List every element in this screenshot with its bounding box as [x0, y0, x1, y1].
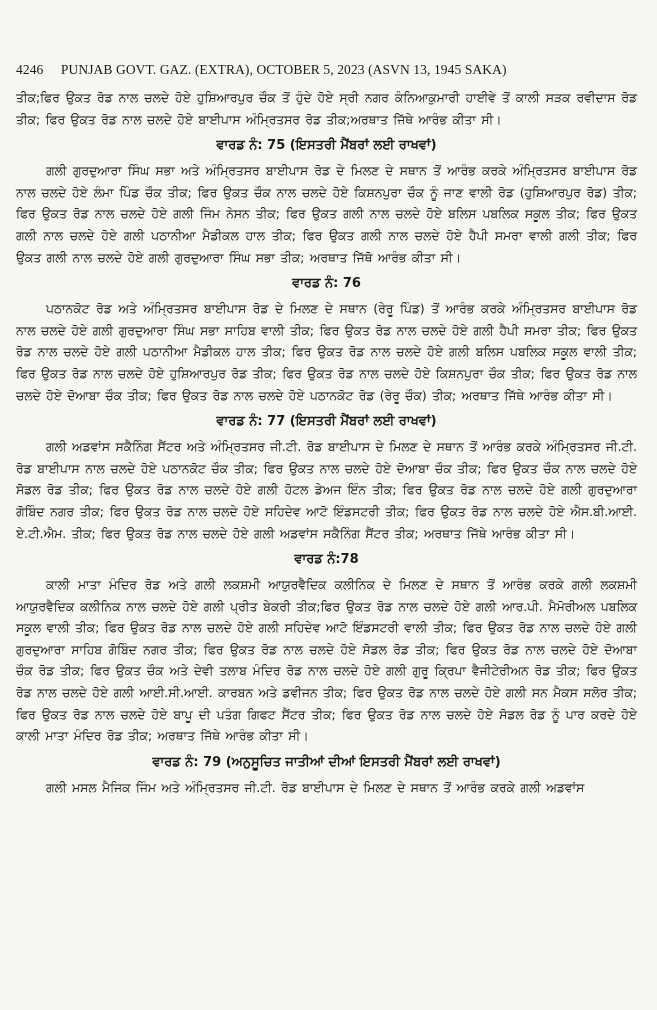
ward-76-description: ਪਠਾਨਕੋਟ ਰੋਡ ਅਤੇ ਅੰਮ੍ਰਿਤਸਰ ਬਾਈਪਾਸ ਰੋਡ ਦੇ ਮਿਲਣ ਦੇ ਸਥਾਨ (ਰੇਰੂ ਪਿੰਡ) ਤੋਂ ਆਰੰਭ ਕਰਕੇ ਅੰਮ੍ਰਿਤਸਰ ਬਾਈਪਾਸ ਰੋਡ ਨਾਲ ਚਲਦੇ ਹੋਏ ਗਲੀ ਗੁਰਦੁਆਰਾ ਸਿੰਘ ਸਭਾ ਸਾਹਿਬ ਵਾਲੀ ਤੀਕ; ਫਿਰ ਉਕਤ ਰੋਡ ਨਾਲ ਚਲਦੇ ਹੋਏ ਗਲੀ ਹੈਪੀ ਸਮਰਾ ਤੀਕ; ਫਿਰ ਉਕਤ ਰੋਡ ਨਾਲ ਚਲਦੇ ਹੋਏ ਗਲੀ ਪਠਾਨੀਆ ਮੈਡੀਕਲ ਹਾਲ ਤੀਕ; ਫਿਰ ਉਕਤ ਰੋਡ ਨਾਲ ਚਲਦੇ ਹੋਏ ਗਲੀ ਬਲਿਸ ਪਬਲਿਕ ਸਕੂਲ ਵਾਲੀ ਤੀਕ; ਫਿਰ ਉਕਤ ਰੋਡ ਨਾਲ ਚਲਦੇ ਹੋਏ ਹੁਸ਼ਿਆਰਪੁਰ ਰੋਡ ਤੀਕ; ਫਿਰ ਉਕਤ ਰੋਡ ਨਾਲ ਚਲਦੇ ਹੋਏ ਕਿਸ਼ਨਪੁਰਾ ਚੌਕ ਤੀਕ; ਫਿਰ ਉਕਤ ਰੋਡ ਨਾਲ ਚਲਦੇ ਹੋਏ ਦੋਆਬਾ ਚੌਕ ਤੀਕ; ਫਿਰ ਉਕਤ ਰੋਡ ਨਾਲ ਚਲਦੇ ਹੋਏ ਪਠਾਨਕੋਟ ਰੋਡ (ਰੇਰੂ ਚੌਕ) ਤੀਕ; ਅਰਥਾਤ ਜਿੱਥੇ ਆਰੰਭ ਕੀਤਾ ਸੀ। [16, 302, 637, 403]
ward-78-heading: ਵਾਰਡ ਨੰ:78 [294, 552, 359, 568]
ward-78-description: ਕਾਲੀ ਮਾਤਾ ਮੰਦਿਰ ਰੋਡ ਅਤੇ ਗਲੀ ਲਕਸ਼ਮੀ ਆਯੁਰਵੈਦਿਕ ਕਲੀਨਿਕ ਦੇ ਮਿਲਣ ਦੇ ਸਥਾਨ ਤੋਂ ਆਰੰਭ ਕਰਕੇ ਗਲੀ ਲਕਸ਼ਮੀ ਆਯੁਰਵੈਦਿਕ ਕਲੀਨਿਕ ਨਾਲ ਚਲਦੇ ਹੋਏ ਗਲੀ ਪ੍ਰੀਤ ਬੇਕਰੀ ਤੀਕ;ਫਿਰ ਉਕਤ ਰੋਡ ਨਾਲ ਚਲਦੇ ਹੋਏ ਗਲੀ ਆਰ.ਪੀ. ਮੈਮੋਰੀਅਲ ਪਬਲਿਕ ਸਕੂਲ ਵਾਲੀ ਤੀਕ; ਫਿਰ ਉਕਤ ਰੋਡ ਨਾਲ ਚਲਦੇ ਹੋਏ ਗਲੀ ਸਹਿਦੇਵ ਆਟੋ ਇੰਡਸਟਰੀ ਵਾਲੀ ਤੀਕ; ਫਿਰ ਉਕਤ ਰੋਡ ਨਾਲ ਚਲਦੇ ਹੋਏ ਗਲੀ ਗੁਰਦੁਆਰਾ ਸਾਹਿਬ ਗੋਬਿੰਦ ਨਗਰ ਤੀਕ; ਫਿਰ ਉਕਤ ਰੋਡ ਨਾਲ ਚਲਦੇ ਹੋਏ ਸੋਡਲ ਰੋਡ ਤੀਕ; ਫਿਰ ਉਕਤ ਰੋਡ ਨਾਲ ਚਲਦੇ ਹੋਏ ਦੋਆਬਾ ਚੌਕ ਰੋਡ ਤੀਕ; ਫਿਰ ਉਕਤ ਚੌਕ ਅਤੇ ਦੇਵੀ ਤਲਾਬ ਮੰਦਿਰ ਰੋਡ ਨਾਲ ਚਲਦੇ ਹੋਏ ਗਲੀ ਗੁਰੂ ਕ੍ਰਿਪਾ ਵੈਜੀਟੇਰੀਅਨ ਰੋਡ ਤੀਕ; ਫਿਰ ਉਕਤ ਰੋਡ ਨਾਲ ਚਲਦੇ ਹੋਏ ਗਲੀ ਆਈ.ਸੀ.ਆਈ. ਕਾਰਬਨ ਅਤੇ ਡਵੀਜਨ ਤੀਕ; ਫਿਰ ਉਕਤ ਰੋਡ ਨਾਲ ਚਲਦੇ ਹੋਏ ਗਲੀ ਸਨ ਮੈਕਸ ਸਲੋਰ ਤੀਕ; ਫਿਰ ਉਕਤ ਰੋਡ ਨਾਲ ਚਲਦੇ ਹੋਏ ਬਾਪੂ ਦੀ ਪਤੰਗ ਗਿਫਟ ਸੈਂਟਰ ਤੀਕ; ਫਿਰ ਉਕਤ ਰੋਡ ਨਾਲ ਚਲਦੇ ਹੋਏ ਸੋਡਲ ਰੋਡ ਨੂੰ ਪਾਰ ਕਰਦੇ ਹੋਏ ਕਾਲੀ ਮਾਤਾ ਮੰਦਿਰ ਰੋਡ ਤੀਕ; ਅਰਥਾਤ ਜਿੱਥੇ ਆਰੰਭ ਕੀਤਾ ਸੀ। [16, 578, 637, 744]
ward-76-heading: ਵਾਰਡ ਨੰ: 76 [292, 276, 361, 292]
page-header [16, 62, 637, 78]
ward-77-description: ਗਲੀ ਅਡਵਾਂਸ ਸਕੈਨਿੰਗ ਸੈਂਟਰ ਅਤੇ ਅੰਮ੍ਰਿਤਸਰ ਜੀ.ਟੀ. ਰੋਡ ਬਾਈਪਾਸ ਦੇ ਮਿਲਣ ਦੇ ਸਥਾਨ ਤੋਂ ਆਰੰਭ ਕਰਕੇ ਅੰਮ੍ਰਿਤਸਰ ਜੀ.ਟੀ. ਰੋਡ ਬਾਈਪਾਸ ਨਾਲ ਚਲਦੇ ਹੋਏ ਪਠਾਨਕੋਟ ਚੌਕ ਤੀਕ; ਫਿਰ ਉਕਤ ਨਾਲ ਚਲਦੇ ਹੋਏ ਦੋਆਬਾ ਚੌਕ ਤੀਕ; ਫਿਰ ਉਕਤ ਚੌਕ ਨਾਲ ਚਲਦੇ ਹੋਏ ਸੋਡਲ ਰੋਡ ਤੀਕ; ਫਿਰ ਉਕਤ ਰੋਡ ਨਾਲ ਚਲਦੇ ਹੋਏ ਗਲੀ ਹੋਟਲ ਡੇਅਜ ਇੰਨ ਤੀਕ; ਫਿਰ ਉਕਤ ਰੋਡ ਨਾਲ ਚਲਦੇ ਹੋਏ ਗਲੀ ਗੁਰਦੁਆਰਾ ਗੋਬਿੰਦ ਨਗਰ ਤੀਕ; ਫਿਰ ਉਕਤ ਰੋਡ ਨਾਲ ਚਲਦੇ ਹੋਏ ਸਹਿਦੇਵ ਆਟੋ ਇੰਡਸਟਰੀ ਤੀਕ; ਫਿਰ ਉਕਤ ਰੋਡ ਨਾਲ ਚਲਦੇ ਹੋਏ ਐਸ.ਬੀ.ਆਈ. ਏ.ਟੀ.ਐਮ. ਤੀਕ; ਫਿਰ ਉਕਤ ਰੋਡ ਨਾਲ ਚਲਦੇ ਹੋਏ ਗਲੀ ਅਡਵਾਂਸ ਸਕੈਨਿੰਗ ਸੈਂਟਰ ਤੀਕ; ਅਰਥਾਤ ਜਿੱਥੇ ਆਰੰਭ ਕੀਤਾ ਸੀ। [16, 440, 637, 541]
ward-79-description: ਗਲੀ ਮਸਲ ਮੈਜਿਕ ਜਿੰਮ ਅਤੇ ਅੰਮ੍ਰਿਤਸਰ ਜੀ.ਟੀ. ਰੋਡ ਬਾਈਪਾਸ ਦੇ ਮਿਲਣ ਦੇ ਸਥਾਨ ਤੋਂ ਆਰੰਭ ਕਰਕੇ ਗਲੀ ਅਡਵਾਂਸ [46, 780, 585, 795]
ward-77-heading: ਵਾਰਡ ਨੰ: 77 (ਇਸਤਰੀ ਮੈਂਬਰਾਂ ਲਈ ਰਾਖਵਾਂ) [216, 414, 437, 430]
gazette-title: PUNJAB GOVT. GAZ. (EXTRA), OCTOBER 5, 2023 (ASVN 13, 1945 SAKA) [60, 62, 507, 77]
document-body [16, 88, 637, 799]
page-number: 4246 [16, 62, 44, 77]
continued-paragraph: ਤੀਕ;ਫਿਰ ਉਕਤ ਰੋਡ ਨਾਲ ਚਲਦੇ ਹੋਏ ਹੁਸ਼ਿਆਰਪੁਰ ਚੌਕ ਤੋਂ ਹੁੰਦੇ ਹੋਏ ਸ੍ਰੀ ਨਗਰ ਕੰਨਿਆਕੁਮਾਰੀ ਹਾਈਵੇ ਤੋਂ ਕਾਲੀ ਸੜਕ ਰਵੀਦਾਸ ਰੋਡ ਤੀਕ; ਫਿਰ ਉਕਤ ਰੋਡ ਨਾਲ ਚਲਦੇ ਹੋਏ ਬਾਈਪਾਸ ਅੰਮ੍ਰਿਤਸਰ ਰੋਡ ਤੀਕ;ਅਰਥਾਤ ਜਿੱਥੇ ਆਰੰਭ ਕੀਤਾ ਸੀ। [16, 91, 637, 127]
ward-75-description: ਗਲੀ ਗੁਰਦੁਆਰਾ ਸਿੰਘ ਸਭਾ ਅਤੇ ਅੰਮ੍ਰਿਤਸਰ ਬਾਈਪਾਸ ਰੋਡ ਦੇ ਮਿਲਣ ਦੇ ਸਥਾਨ ਤੋਂ ਆਰੰਭ ਕਰਕੇ ਅੰਮ੍ਰਿਤਸਰ ਬਾਈਪਾਸ ਰੋਡ ਨਾਲ ਚਲਦੇ ਹੋਏ ਲੰਮਾ ਪਿੰਡ ਚੌਕ ਤੀਕ; ਫਿਰ ਉਕਤ ਚੌਕ ਨਾਲ ਚਲਦੇ ਹੋਏ ਕਿਸ਼ਨਪੁਰਾ ਚੌਕ ਨੂੰ ਜਾਣ ਵਾਲੀ ਰੋਡ (ਹੁਸ਼ਿਆਰਪੁਰ ਰੋਡ) ਤੀਕ; ਫਿਰ ਉਕਤ ਰੋਡ ਨਾਲ ਚਲਦੇ ਹੋਏ ਗਲੀ ਜਿੰਮ ਨੇਸਨ ਤੀਕ; ਫਿਰ ਉਕਤ ਗਲੀ ਨਾਲ ਚਲਦੇ ਹੋਏ ਬਲਿਸ ਪਬਲਿਕ ਸਕੂਲ ਤੀਕ; ਫਿਰ ਉਕਤ ਗਲੀ ਨਾਲ ਚਲਦੇ ਹੋਏ ਗਲੀ ਪਠਾਨੀਆ ਮੈਡੀਕਲ ਹਾਲ ਤੀਕ; ਫਿਰ ਉਕਤ ਗਲੀ ਨਾਲ ਚਲਦੇ ਹੋਏ ਹੈਪੀ ਸਮਰਾ ਵਾਲੀ ਗਲੀ ਤੀਕ; ਫਿਰ ਉਕਤ ਗਲੀ ਨਾਲ ਚਲਦੇ ਹੋਏ ਗਲੀ ਗੁਰਦੁਆਰਾ ਸਿੰਘ ਸਭਾ ਤੀਕ; ਅਰਥਾਤ ਜਿੱਥੋ ਆਰੰਭ ਕੀਤਾ ਸੀ। [16, 164, 637, 265]
ward-75-heading: ਵਾਰਡ ਨੰ: 75 (ਇਸਤਰੀ ਮੈਂਬਰਾਂ ਲਈ ਰਾਖਵਾਂ) [216, 138, 437, 154]
ward-79-heading: ਵਾਰਡ ਨੰ: 79 (ਅਨੁਸੂਚਿਤ ਜਾਤੀਆਂ ਦੀਆਂ ਇਸਤਰੀ ਮੈਂਬਰਾਂ ਲਈ ਰਾਖਵਾਂ) [152, 754, 501, 770]
